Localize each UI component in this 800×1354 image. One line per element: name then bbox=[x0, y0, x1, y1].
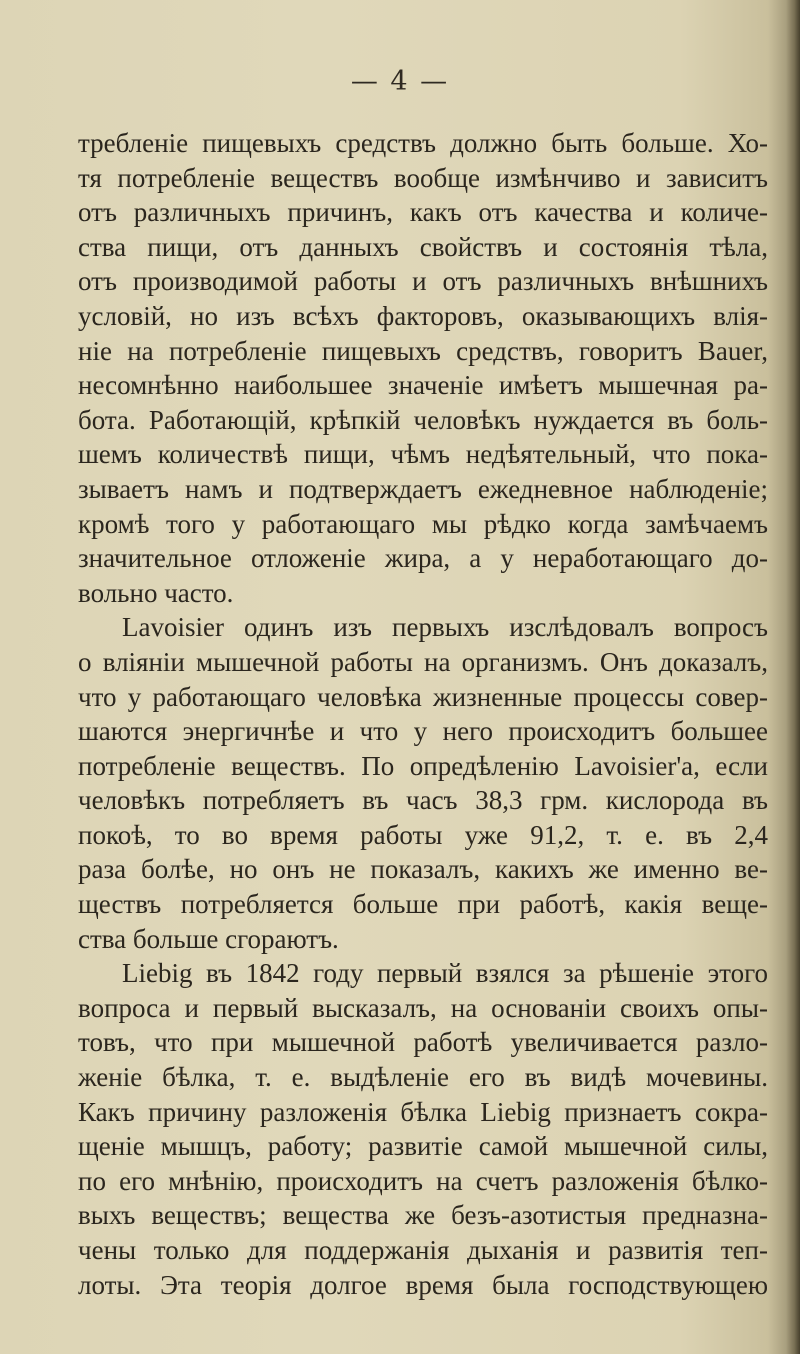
paragraph-end-line: вольно часто. bbox=[78, 577, 234, 608]
text-line: условій, но изъ всѣхъ факторовъ, оказывающихъ влія- bbox=[78, 300, 768, 331]
text-line: отъ различныхъ причинъ, какъ отъ качества и количе- bbox=[78, 197, 768, 228]
text-line: шаются энергичнѣе и что у него происходитъ большее bbox=[78, 716, 768, 747]
text-line: несомнѣнно наибольшее значеніе имѣетъ мышечная ра- bbox=[78, 370, 768, 401]
text-line: ства пищи, отъ данныхъ свойствъ и состоянія тѣла, bbox=[78, 231, 768, 262]
text-line: человѣкъ потребляетъ въ часъ 38,3 грм. кислорода въ bbox=[78, 785, 768, 816]
text-line: по его мнѣнію, происходитъ на счетъ разложенія бѣлко- bbox=[78, 1165, 768, 1196]
text-line: требленіе пищевыхъ средствъ должно быть больше. Хо- bbox=[78, 128, 768, 158]
text-line: чены только для поддержанія дыханія и развитія теп- bbox=[78, 1235, 768, 1265]
text-line: кромѣ того у работающаго мы рѣдко когда замѣчаемъ bbox=[78, 508, 768, 539]
text-line: о вліяніи мышечной работы на организмъ. Онъ доказалъ, bbox=[78, 646, 768, 677]
text-line: ніе на потребленіе пищевыхъ средствъ, говоритъ Bauer, bbox=[78, 335, 768, 366]
text-line: зываетъ намъ и подтверждаетъ ежедневное наблюденіе; bbox=[78, 473, 768, 504]
text-line: значительное отложеніе жира, а у неработающаго до- bbox=[78, 543, 768, 574]
page-edge-shadow bbox=[786, 0, 800, 1354]
body-text bbox=[78, 126, 768, 1302]
paragraph-end-line: ства больше сгораютъ. bbox=[78, 923, 339, 954]
text-line: женіе бѣлка, т. е. выдѣленіе его въ видѣ мочевины. bbox=[78, 1062, 768, 1093]
text-line: отъ производимой работы и отъ различныхъ внѣшнихъ bbox=[78, 266, 768, 297]
page-number: — 4 — bbox=[350, 66, 450, 97]
paragraph-start-line: Lavoisier одинъ изъ первыхъ изслѣдовалъ вопросъ bbox=[122, 612, 768, 643]
text-line: раза болѣе, но онъ не показалъ, какихъ же именно ве- bbox=[78, 854, 768, 885]
text-line: потребленіе веществъ. По опредѣленію Lavoisier'a, если bbox=[78, 750, 768, 781]
text-line: товъ, что при мышечной работѣ увеличивается разло- bbox=[78, 1027, 768, 1058]
text-line: покоѣ, то во время работы уже 91,2, т. е. въ 2,4 bbox=[78, 819, 768, 850]
text-line: что у работающаго человѣка жизненные процессы совер- bbox=[78, 681, 768, 712]
text-line: шемъ количествѣ пищи, чѣмъ недѣятельный, что пока- bbox=[78, 439, 768, 470]
text-line: выхъ веществъ; вещества же безъ-азотистыя предназна- bbox=[78, 1200, 768, 1231]
text-line: лоты. Эта теорія долгое время была господствующею bbox=[78, 1269, 768, 1300]
paragraph-start-line: Liebig въ 1842 году первый взялся за рѣшеніе этого bbox=[122, 958, 768, 989]
text-line: вопроса и первый высказалъ, на основаніи своихъ опы- bbox=[78, 992, 768, 1023]
text-line: щеніе мышцъ, работу; развитіе самой мышечной силы, bbox=[78, 1131, 768, 1162]
text-line: тя потребленіе веществъ вообще измѣнчиво и зависитъ bbox=[78, 162, 768, 193]
text-line: бота. Работающій, крѣпкій человѣкъ нуждается въ боль- bbox=[78, 404, 768, 435]
text-line: ществъ потребляется больше при работѣ, какія веще- bbox=[78, 889, 768, 920]
text-line: Какъ причину разложенія бѣлка Liebig признаетъ сокра- bbox=[78, 1096, 768, 1127]
